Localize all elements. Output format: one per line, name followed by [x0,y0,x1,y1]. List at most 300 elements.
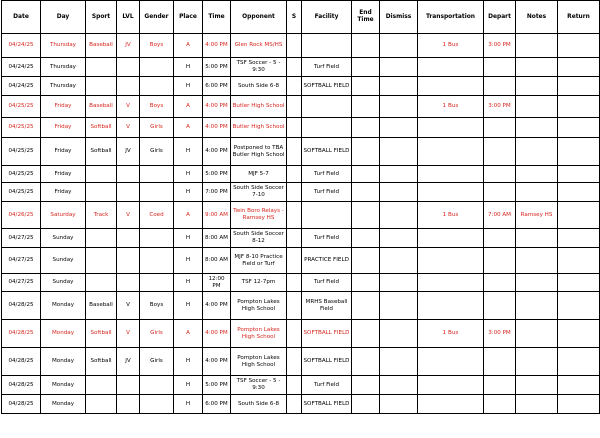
cell-depart [484,183,516,202]
cell-transportation [418,118,484,138]
cell-notes [516,58,558,77]
cell-date: 04/28/25 [2,376,41,395]
cell-day: Friday [41,138,86,166]
cell-s [287,320,302,348]
cell-transportation [418,376,484,395]
table-row [2,166,600,183]
cell-dismiss [380,229,418,248]
cell-s [287,77,302,96]
cell-facility: SOFTBALL FIELD [302,348,352,376]
table-row [2,77,600,96]
cell-facility: Turf Field [302,229,352,248]
cell-date: 04/27/25 [2,248,41,274]
cell-date: 04/25/25 [2,96,41,118]
cell-s [287,183,302,202]
cell-transportation [418,395,484,414]
cell-opponent: TSF Soccer - 5 - 9:30 [231,58,287,77]
cell-day: Sunday [41,229,86,248]
cell-return [558,138,600,166]
cell-opponent: TSF 12-7pm [231,274,287,292]
cell-s [287,166,302,183]
cell-time: 4:00 PM [203,138,231,166]
cell-depart: 3:00 PM [484,34,516,58]
cell-transportation [418,183,484,202]
cell-notes [516,138,558,166]
cell-s [287,292,302,320]
cell-end-time [352,292,380,320]
cell-gender: Girls [140,118,174,138]
cell-date: 04/24/25 [2,34,41,58]
cell-opponent: Butler High School [231,96,287,118]
cell-depart: 3:00 PM [484,320,516,348]
cell-place: H [174,395,203,414]
cell-time: 5:00 PM [203,166,231,183]
col-header-notes: Notes [516,1,558,34]
cell-time: 4:00 PM [203,348,231,376]
cell-transportation [418,166,484,183]
cell-transportation [418,77,484,96]
table-row [2,34,600,58]
cell-facility: SOFTBALL FIELD [302,138,352,166]
cell-notes [516,395,558,414]
cell-s [287,58,302,77]
cell-place: H [174,274,203,292]
cell-s [287,138,302,166]
cell-transportation [418,138,484,166]
cell-lvl: V [117,118,140,138]
cell-sport [86,248,117,274]
cell-date: 04/25/25 [2,138,41,166]
col-header-sport: Sport [86,1,117,34]
cell-dismiss [380,348,418,376]
cell-opponent: MJF 5-7 [231,166,287,183]
cell-transportation: 1 Bus [418,96,484,118]
cell-time: 4:00 PM [203,34,231,58]
cell-day: Monday [41,348,86,376]
cell-day: Monday [41,292,86,320]
cell-depart [484,395,516,414]
cell-facility: SOFTBALL FIELD [302,77,352,96]
table-row [2,138,600,166]
cell-place: H [174,138,203,166]
cell-lvl [117,183,140,202]
cell-depart [484,248,516,274]
cell-lvl [117,77,140,96]
cell-day: Friday [41,183,86,202]
cell-time: 4:00 PM [203,292,231,320]
cell-day: Friday [41,96,86,118]
cell-dismiss [380,202,418,229]
col-header-place: Place [174,1,203,34]
cell-transportation [418,58,484,77]
cell-return [558,34,600,58]
cell-dismiss [380,395,418,414]
cell-opponent: Postponed to TBA Butler High School [231,138,287,166]
cell-return [558,58,600,77]
cell-return [558,248,600,274]
cell-time: 5:00 PM [203,376,231,395]
cell-s [287,118,302,138]
cell-return [558,183,600,202]
schedule-table [1,0,600,414]
cell-sport [86,274,117,292]
cell-gender: Boys [140,96,174,118]
cell-return [558,77,600,96]
cell-gender: Boys [140,292,174,320]
cell-sport [86,229,117,248]
cell-transportation [418,348,484,376]
cell-end-time [352,348,380,376]
cell-lvl: V [117,320,140,348]
cell-opponent: Pompton Lakes High School [231,292,287,320]
cell-notes: Ramsey HS [516,202,558,229]
cell-opponent: Twin Boro Relays - Ramsey HS [231,202,287,229]
cell-sport: Baseball [86,34,117,58]
cell-day: Thursday [41,34,86,58]
cell-place: A [174,34,203,58]
col-header-lvl: LVL [117,1,140,34]
cell-s [287,376,302,395]
cell-notes [516,183,558,202]
cell-lvl [117,395,140,414]
col-header-date: Date [2,1,41,34]
cell-place: A [174,96,203,118]
cell-gender [140,248,174,274]
cell-sport: Baseball [86,96,117,118]
cell-notes [516,118,558,138]
cell-return [558,202,600,229]
cell-place: H [174,248,203,274]
cell-transportation: 1 Bus [418,320,484,348]
cell-day: Friday [41,118,86,138]
cell-day: Thursday [41,58,86,77]
cell-s [287,348,302,376]
cell-facility [302,34,352,58]
cell-end-time [352,77,380,96]
cell-end-time [352,274,380,292]
cell-depart [484,292,516,320]
col-header-return: Return [558,1,600,34]
cell-notes [516,376,558,395]
cell-end-time [352,320,380,348]
cell-lvl: JV [117,34,140,58]
cell-facility: MRHS Baseball Field [302,292,352,320]
col-header-facility: Facility [302,1,352,34]
cell-end-time [352,202,380,229]
cell-day: Monday [41,395,86,414]
table-row [2,118,600,138]
cell-lvl: V [117,292,140,320]
cell-depart [484,58,516,77]
cell-facility: SOFTBALL FIELD [302,395,352,414]
cell-facility: SOFTBALL FIELD [302,320,352,348]
cell-opponent: Pompton Lakes High School [231,320,287,348]
cell-end-time [352,96,380,118]
cell-dismiss [380,376,418,395]
cell-place: H [174,348,203,376]
table-row [2,348,600,376]
cell-time: 12:00 PM [203,274,231,292]
cell-opponent: TSF Soccer - 5 - 9:30 [231,376,287,395]
cell-sport [86,58,117,77]
cell-lvl [117,248,140,274]
cell-sport [86,183,117,202]
cell-gender: Boys [140,34,174,58]
cell-gender: Girls [140,348,174,376]
cell-place: H [174,292,203,320]
cell-dismiss [380,292,418,320]
header-row [2,1,600,34]
cell-facility: Turf Field [302,274,352,292]
cell-place: A [174,118,203,138]
cell-opponent: Pompton Lakes High School [231,348,287,376]
cell-gender [140,58,174,77]
cell-dismiss [380,166,418,183]
cell-date: 04/27/25 [2,229,41,248]
cell-end-time [352,183,380,202]
cell-sport: Softball [86,118,117,138]
cell-gender: Girls [140,138,174,166]
cell-date: 04/28/25 [2,292,41,320]
cell-gender [140,166,174,183]
cell-end-time [352,395,380,414]
cell-date: 04/28/25 [2,320,41,348]
cell-time: 8:00 AM [203,229,231,248]
cell-lvl: V [117,202,140,229]
cell-depart [484,118,516,138]
cell-s [287,96,302,118]
cell-dismiss [380,183,418,202]
cell-date: 04/27/25 [2,274,41,292]
cell-place: H [174,77,203,96]
cell-day: Sunday [41,248,86,274]
cell-time: 9:00 AM [203,202,231,229]
cell-notes [516,96,558,118]
cell-return [558,166,600,183]
col-header-gender: Gender [140,1,174,34]
cell-dismiss [380,96,418,118]
cell-time: 6:00 PM [203,77,231,96]
cell-s [287,202,302,229]
cell-depart: 3:00 PM [484,96,516,118]
cell-s [287,248,302,274]
cell-dismiss [380,138,418,166]
cell-return [558,96,600,118]
cell-transportation: 1 Bus [418,34,484,58]
cell-place: H [174,166,203,183]
cell-return [558,376,600,395]
table-row [2,248,600,274]
cell-time: 8:00 AM [203,248,231,274]
cell-end-time [352,34,380,58]
cell-dismiss [380,274,418,292]
cell-facility: Turf Field [302,166,352,183]
cell-sport: Track [86,202,117,229]
cell-end-time [352,118,380,138]
cell-facility [302,202,352,229]
cell-transportation [418,229,484,248]
cell-end-time [352,58,380,77]
cell-transportation [418,248,484,274]
cell-date: 04/26/25 [2,202,41,229]
cell-transportation: 1 Bus [418,202,484,229]
cell-notes [516,229,558,248]
cell-time: 4:00 PM [203,118,231,138]
cell-dismiss [380,320,418,348]
cell-opponent: MJF 8-10 Practice Field or Turf [231,248,287,274]
cell-day: Sunday [41,274,86,292]
cell-lvl [117,376,140,395]
cell-sport [86,166,117,183]
cell-day: Monday [41,320,86,348]
cell-gender [140,77,174,96]
cell-gender [140,395,174,414]
cell-return [558,292,600,320]
cell-end-time [352,376,380,395]
cell-lvl: JV [117,138,140,166]
cell-depart [484,274,516,292]
cell-return [558,274,600,292]
cell-lvl: V [117,96,140,118]
cell-date: 04/25/25 [2,183,41,202]
cell-facility: Turf Field [302,376,352,395]
cell-depart [484,348,516,376]
cell-place: H [174,183,203,202]
cell-notes [516,348,558,376]
cell-return [558,348,600,376]
cell-lvl [117,274,140,292]
cell-date: 04/25/25 [2,166,41,183]
cell-gender [140,274,174,292]
cell-s [287,229,302,248]
col-header-day: Day [41,1,86,34]
cell-place: H [174,58,203,77]
cell-opponent: South Side Soccer 8-12 [231,229,287,248]
cell-date: 04/24/25 [2,58,41,77]
cell-opponent: South Side Soccer 7-10 [231,183,287,202]
cell-notes [516,292,558,320]
col-header-time: Time [203,1,231,34]
cell-place: H [174,376,203,395]
cell-lvl: JV [117,348,140,376]
cell-date: 04/28/25 [2,395,41,414]
cell-notes [516,320,558,348]
col-header-s: S [287,1,302,34]
cell-time: 5:00 PM [203,58,231,77]
cell-depart [484,376,516,395]
table-row [2,58,600,77]
cell-depart: 7:00 AM [484,202,516,229]
cell-place: A [174,320,203,348]
cell-notes [516,77,558,96]
cell-sport [86,77,117,96]
cell-depart [484,166,516,183]
cell-sport: Softball [86,348,117,376]
table-row [2,395,600,414]
table-row [2,202,600,229]
table-row [2,274,600,292]
cell-s [287,274,302,292]
cell-time: 4:00 PM [203,96,231,118]
col-header-dismiss: Dismiss [380,1,418,34]
table-row [2,292,600,320]
cell-date: 04/28/25 [2,348,41,376]
cell-notes [516,34,558,58]
cell-opponent: Glen Rock MS/HS [231,34,287,58]
cell-place: H [174,229,203,248]
cell-opponent: South Side 6-8 [231,77,287,96]
cell-facility: PRACTICE FIELD [302,248,352,274]
cell-transportation [418,274,484,292]
cell-opponent: South Side 6-8 [231,395,287,414]
cell-dismiss [380,248,418,274]
cell-lvl [117,58,140,77]
cell-sport: Softball [86,138,117,166]
cell-depart [484,77,516,96]
cell-lvl [117,166,140,183]
cell-end-time [352,248,380,274]
cell-sport [86,376,117,395]
cell-sport: Softball [86,320,117,348]
cell-depart [484,138,516,166]
col-header-depart: Depart [484,1,516,34]
cell-notes [516,248,558,274]
cell-s [287,395,302,414]
cell-transportation [418,292,484,320]
cell-gender [140,229,174,248]
cell-return [558,118,600,138]
cell-facility [302,118,352,138]
cell-sport [86,395,117,414]
cell-notes [516,274,558,292]
cell-return [558,229,600,248]
table-row [2,376,600,395]
cell-dismiss [380,34,418,58]
table-row [2,96,600,118]
cell-dismiss [380,58,418,77]
cell-day: Monday [41,376,86,395]
cell-time: 7:00 PM [203,183,231,202]
cell-end-time [352,166,380,183]
cell-day: Saturday [41,202,86,229]
cell-time: 4:00 PM [203,320,231,348]
cell-facility: Turf Field [302,183,352,202]
table-row [2,183,600,202]
schedule-body [2,34,600,414]
table-row [2,229,600,248]
cell-notes [516,166,558,183]
cell-dismiss [380,118,418,138]
cell-return [558,395,600,414]
cell-facility [302,96,352,118]
cell-return [558,320,600,348]
cell-gender [140,183,174,202]
cell-opponent: Butler High School [231,118,287,138]
cell-time: 6:00 PM [203,395,231,414]
cell-gender [140,376,174,395]
cell-lvl [117,229,140,248]
cell-dismiss [380,77,418,96]
col-header-end-time: End Time [352,1,380,34]
cell-s [287,34,302,58]
cell-facility: Turf Field [302,58,352,77]
cell-place: A [174,202,203,229]
col-header-transportation: Transportation [418,1,484,34]
table-row [2,320,600,348]
cell-day: Thursday [41,77,86,96]
cell-date: 04/24/25 [2,77,41,96]
cell-sport: Baseball [86,292,117,320]
